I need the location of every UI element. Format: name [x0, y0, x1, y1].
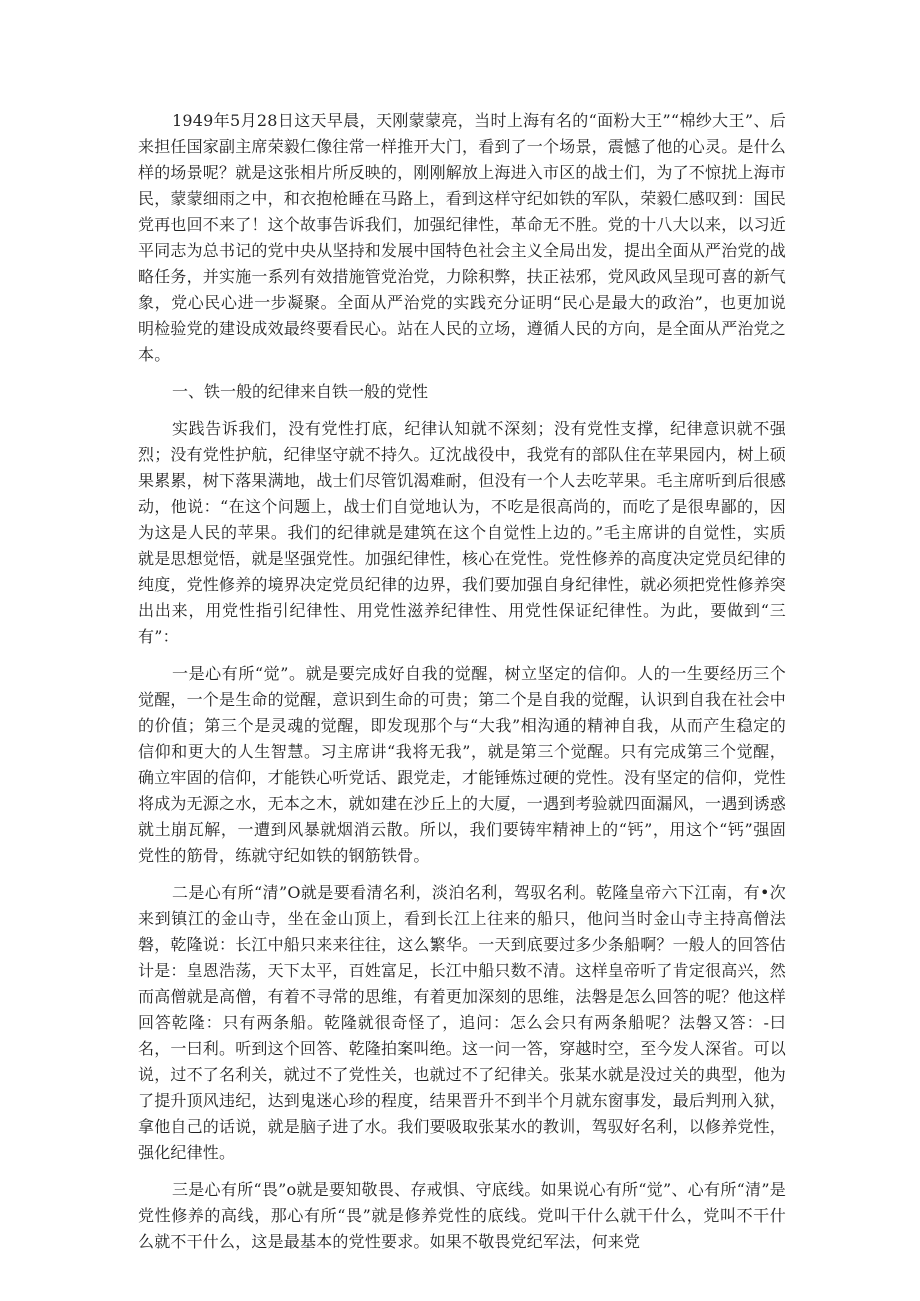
paragraph-practice: 实践告诉我们，没有党性打底，纪律认知就不深刻；没有党性支撑，纪律意识就不强烈；没有党性护航，纪律坚守就不持久。辽沈战役中，我党有的部队住在苹果园内，树上硕果累累，树下落果满地，战士们尽管饥渴难耐，但没有一个人去吃苹果。毛主席听到后很感动，他说：“在这个问题上，战士们自觉地认为，不吃是很高尚的，而吃了是很卑鄙的，因为这是人民的苹果。我们的纪律就是建筑在这个自觉性上边的。”毛主席讲的自觉性，实质就是思想觉悟，就是坚强党性。加强纪律性，核心在党性。党性修养的高度决定党员纪律的纯度，党性修养的境界决定党员纪律的边界，我们要加强自身纪律性，就必须把党性修养突出出来，用党性指引纪律性、用党性滋养纪律性、用党性保证纪律性。为此，要做到“三有”： — [138, 419, 787, 646]
paragraph-point-1: 一是心有所“觉”。就是要完成好自我的觉醒，树立坚定的信仰。人的一生要经历三个觉醒，一个是生命的觉醒，意识到生命的可贵；第二个是自我的觉醒，认识到自我在社会中的价值；第三个是灵魂的觉醒，即发现那个与“大我”相沟通的精神自我，从而产生稳定的信仰和更大的人生智慧。习主席讲“我将无我”，就是第三个觉醒。只有完成第三个觉醒，确立牢固的信仰，才能铁心听党话、跟党走，才能锤炼过硬的党性。没有坚定的信仰，党性将成为无源之水，无本之木，就如建在沙丘上的大厦，一遇到考验就四面漏风，一遇到诱惑就土崩瓦解，一遭到风暴就烟消云散。所以，我们要铸牢精神上的“钙”，用这个“钙”强固党性的筋骨，练就守纪如铁的钢筋铁骨。 — [138, 664, 787, 865]
section-heading-1: 一、铁一般的纪律来自铁一般的党性 — [172, 382, 429, 401]
paragraph-point-3: 三是心有所“畏”o就是要知敬畏、存戒惧、守底线。如果说心有所“觉”、心有所“清”是党性修养的高线，那心有所“畏”就是修养党性的底线。党叫干什么就干什么，党叫不干什么就不干什么，这是最基本的党性要求。如果不敬畏党纪军法，何来党 — [138, 1180, 786, 1251]
document-page — [138, 108, 786, 1266]
paragraph-intro: 1949年5月28日这天早晨，天刚蒙蒙亮，当时上海有名的“面粉大王”“棉纱大王”、后来担任国家副主席荣毅仁像往常一样推开大门，看到了一个场景，震憾了他的心灵。是什么样的场景呢？就是这张相片所反映的，刚刚解放上海进入市区的战士们，为了不惊扰上海市民，蒙蒙细雨之中，和衣抱枪睡在马路上，看到这样守纪如铁的军队，荣毅仁感叹到：国民党再也回不来了！这个故事告诉我们，加强纪律性，革命无不胜。党的十八大以来，以习近平同志为总书记的党中央从坚持和发展中国特色社会主义全局出发，提出全面从严治党的战略任务，并实施一系列有效措施管党治党，力除积弊，扶正祛邪，党风政风呈现可喜的新气象，党心民心进一步凝聚。全面从严治党的实践充分证明“民心是最大的政治”，也更加说明检验党的建设成效最终要看民心。站在人民的立场，遵循人民的方向，是全面从严治党之本。 — [138, 111, 787, 364]
paragraph-point-2: 二是心有所“清”O就是要看清名利，淡泊名利，驾驭名利。乾隆皇帝六下江南，有•次来到镇江的金山寺，坐在金山顶上，看到长江上往来的船只，他问当时金山寺主持高僧法磐，乾隆说：长江中船只来来往往，这么繁华。一天到底要过多少条船啊？一般人的回答估计是：皇恩浩荡，天下太平，百姓富足，长江中船只数不清。这样皇帝听了肯定很高兴，然而高僧就是高僧，有着不寻常的思维，有着更加深刻的思维，法磐是怎么回答的呢？他这样回答乾隆：只有两条船。乾隆就很奇怪了，追问：怎么会只有两条船呢？法磐又答：-曰名，一曰利。听到这个回答、乾隆拍案叫绝。这一问一答，穿越时空，至今发人深省。可以说，过不了名利关，就过不了党性关，也就过不了纪律关。张某水就是没过关的典型，他为了提升顶风违纪，达到鬼迷心珍的程度，结果晋升不到半个月就东窗事发，最后判刑入狱，拿他自己的话说，就是脑子进了水。我们要吸取张某水的教训，驾驭好名利，以修养党性，强化纪律性。 — [138, 883, 787, 1162]
